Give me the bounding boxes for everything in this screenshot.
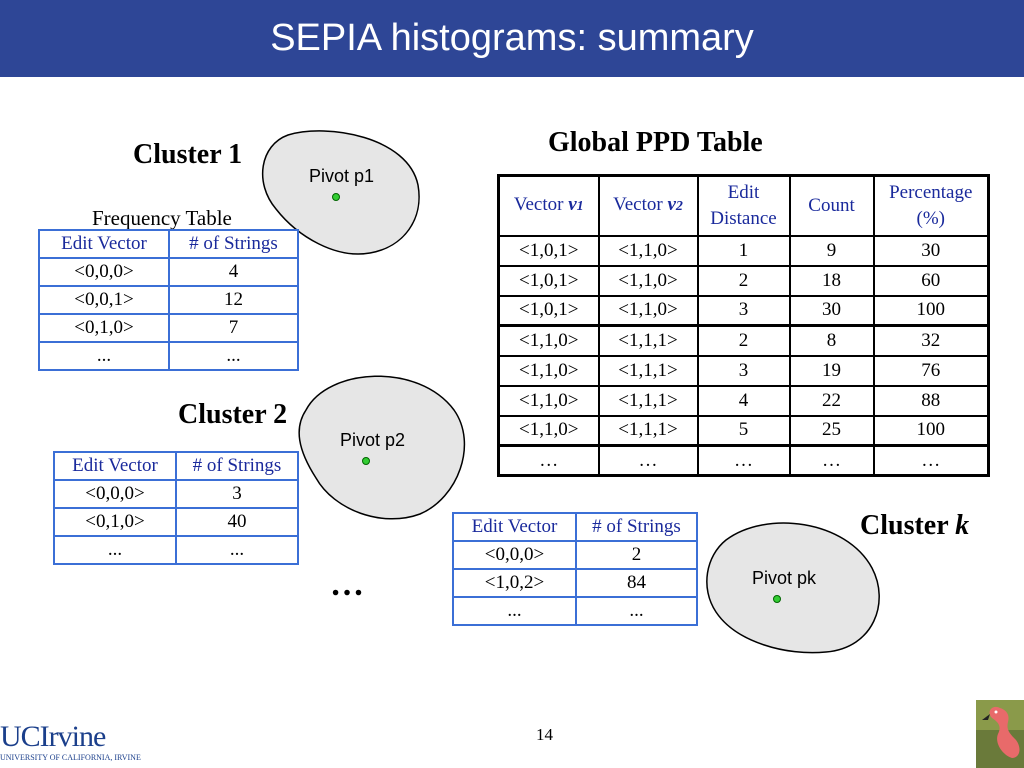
page-number: 14 (536, 725, 553, 744)
cell: 5 (698, 416, 790, 446)
cell: 76 (874, 356, 989, 386)
cluster-2-frequency-table (53, 451, 299, 565)
cell: <1,1,0> (499, 416, 599, 446)
cell: <0,1,0> (54, 508, 176, 536)
cell: <0,0,1> (39, 286, 169, 314)
cluster-1-label: Cluster 1 (133, 139, 243, 170)
table-row (499, 326, 989, 356)
cell: 25 (790, 416, 874, 446)
cell: <1,0,1> (499, 266, 599, 296)
cell: ... (453, 597, 576, 625)
table-row (54, 536, 298, 564)
cell: 3 (698, 296, 790, 326)
table-row (499, 356, 989, 386)
cluster-k-frequency-table (452, 512, 698, 626)
cell: 84 (576, 569, 697, 597)
cell: 100 (874, 416, 989, 446)
table-row (499, 416, 989, 446)
cell: 2 (698, 266, 790, 296)
cell: 18 (790, 266, 874, 296)
cell: 12 (169, 286, 298, 314)
cell: <1,0,2> (453, 569, 576, 597)
table-row (453, 597, 697, 625)
header-edit-distance: Edit Distance (698, 176, 790, 236)
table-row (39, 342, 298, 370)
cell: ... (39, 342, 169, 370)
cell: 30 (790, 296, 874, 326)
header-edit-vector: Edit Vector (453, 513, 576, 541)
cell: <0,0,0> (39, 258, 169, 286)
uc-irvine-logo: UCIrvine UNIVERSITY OF CALIFORNIA, IRVINE (0, 720, 141, 762)
header-count: Count (790, 176, 874, 236)
cell: ... (576, 597, 697, 625)
cell: 4 (169, 258, 298, 286)
table-header-row (54, 452, 298, 480)
table-row (499, 296, 989, 326)
clusters-ellipsis: … (330, 566, 366, 603)
table-row (39, 258, 298, 286)
cell: 88 (874, 386, 989, 416)
cell: 40 (176, 508, 298, 536)
header-percentage: Percentage (%) (874, 176, 989, 236)
cell: ... (176, 536, 298, 564)
cell: … (599, 446, 698, 476)
global-ppd-table (497, 174, 990, 477)
cell: 4 (698, 386, 790, 416)
header-vector-v2: Vector v2 (599, 176, 698, 236)
cell: <1,1,1> (599, 326, 698, 356)
cell: <1,1,0> (599, 296, 698, 326)
cell: 2 (698, 326, 790, 356)
cell: <1,1,0> (599, 266, 698, 296)
pivot-pk-dot (774, 596, 781, 603)
cell: <1,0,1> (499, 236, 599, 266)
slide-title: SEPIA histograms: summary (270, 17, 754, 59)
global-ppd-title: Global PPD Table (548, 127, 763, 158)
cell: … (874, 446, 989, 476)
cell: 22 (790, 386, 874, 416)
table-row (54, 480, 298, 508)
cell: <1,1,1> (599, 386, 698, 416)
table-header-row (499, 176, 989, 236)
cell: 3 (176, 480, 298, 508)
cell: 2 (576, 541, 697, 569)
pivot-p2-dot (363, 458, 370, 465)
cell: <1,1,1> (599, 356, 698, 386)
pivot-p1-dot (333, 194, 340, 201)
header-num-strings: # of Strings (576, 513, 697, 541)
header-edit-vector: Edit Vector (39, 230, 169, 258)
cell: 100 (874, 296, 989, 326)
pivot-p2-label: Pivot p2 (340, 430, 406, 450)
cell: 60 (874, 266, 989, 296)
table-row (39, 314, 298, 342)
cell: 9 (790, 236, 874, 266)
table-row (39, 286, 298, 314)
cell: 7 (169, 314, 298, 342)
cell: 1 (698, 236, 790, 266)
cell: <1,1,1> (599, 416, 698, 446)
flamingo-icon (976, 700, 1024, 768)
cluster-2-label: Cluster 2 (178, 399, 288, 430)
table-row (499, 386, 989, 416)
header-num-strings: # of Strings (176, 452, 298, 480)
cell: <0,0,0> (54, 480, 176, 508)
cell: <1,1,0> (499, 356, 599, 386)
cluster-k-label: Cluster k (860, 510, 970, 541)
cell: … (698, 446, 790, 476)
cell: ... (169, 342, 298, 370)
table-row (499, 236, 989, 266)
header-vector-v1: Vector v1 (499, 176, 599, 236)
frequency-table-caption: Frequency Table (92, 206, 232, 230)
cell: ... (54, 536, 176, 564)
table-row (54, 508, 298, 536)
table-header-row (453, 513, 697, 541)
cluster-1-frequency-table (38, 229, 299, 371)
table-header-row (39, 230, 298, 258)
cell: <0,1,0> (39, 314, 169, 342)
cell: <0,0,0> (453, 541, 576, 569)
cell: <1,1,0> (599, 236, 698, 266)
header-num-strings: # of Strings (169, 230, 298, 258)
table-row (453, 541, 697, 569)
cell: <1,1,0> (499, 386, 599, 416)
cell: <1,1,0> (499, 326, 599, 356)
cell: 19 (790, 356, 874, 386)
pivot-pk-label: Pivot pk (752, 568, 817, 588)
table-row (499, 266, 989, 296)
cell: 8 (790, 326, 874, 356)
cell: … (790, 446, 874, 476)
cell: 3 (698, 356, 790, 386)
header-edit-vector: Edit Vector (54, 452, 176, 480)
cell: 30 (874, 236, 989, 266)
cell: 32 (874, 326, 989, 356)
cell: <1,0,1> (499, 296, 599, 326)
table-row (453, 569, 697, 597)
title-bar (0, 0, 1024, 77)
pivot-p1-label: Pivot p1 (309, 166, 375, 186)
table-row (499, 446, 989, 476)
cell: … (499, 446, 599, 476)
